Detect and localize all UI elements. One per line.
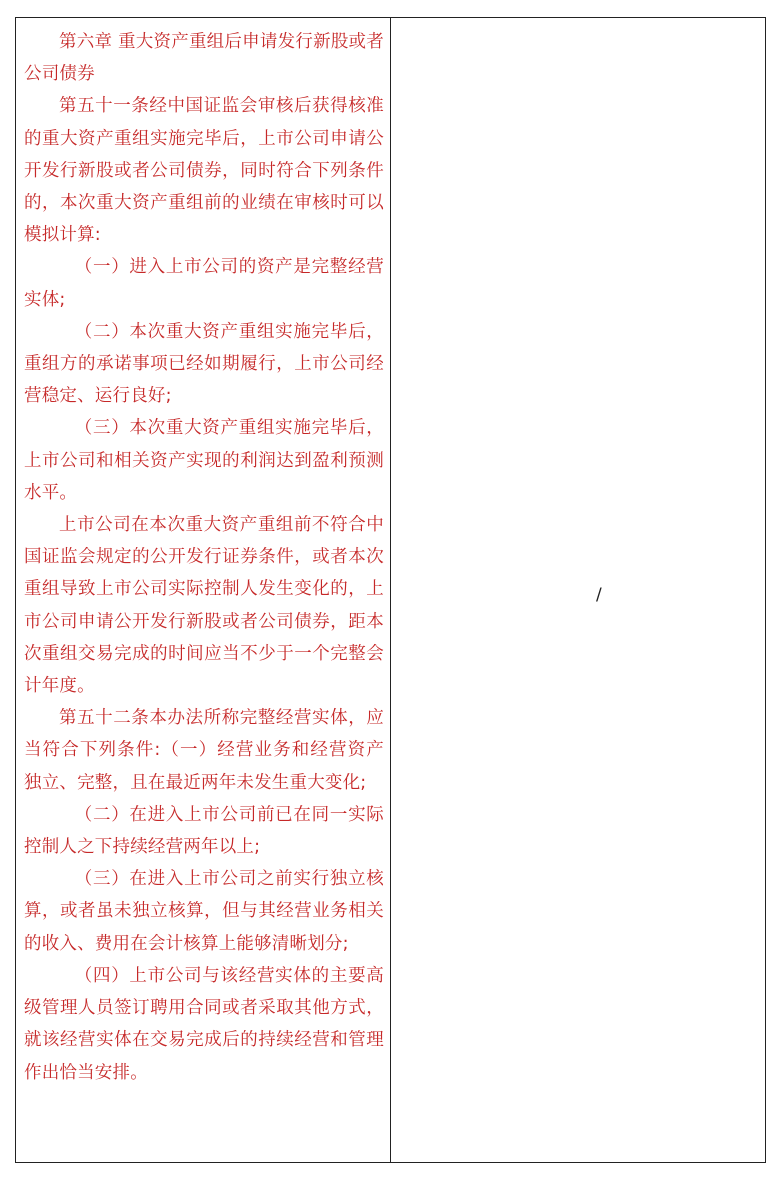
article-51: 第五十一条经中国证监会审核后获得核准的重大资产重组实施完毕后，上市公司申请公开发行新股或者公司债券，同时符合下列条件的，本次重大资产重组前的业绩在审核时可以模拟计算: [24, 96, 384, 246]
empty-slash-mark: / [596, 585, 602, 605]
left-column-cell [16, 18, 391, 1162]
article-51-supplement: 上市公司在本次重大资产重组前不符合中国证监会规定的公开发行证券条件，或者本次重组导致上市公司实际控制人发生变化的，上市公司申请公开发行新股或者公司债券，距本次重组交易完成的时间应当不少于一个完整会计年度。 [24, 515, 384, 697]
chapter-heading: 第六章 重大资产重组后申请发行新股或者公司债券 [24, 32, 384, 85]
comparison-table [15, 17, 766, 1163]
article-51-item-1: （一）进入上市公司的资产是完整经营实体; [24, 257, 384, 310]
right-column-cell [391, 18, 765, 1162]
article-52-item-3: （三）在进入上市公司之前实行独立核算，或者虽未独立核算，但与其经营业务相关的收入、费用在会计核算上能够清晰划分; [24, 869, 384, 954]
article-51-item-3: （三）本次重大资产重组实施完毕后，上市公司和相关资产实现的利润达到盈利预测水平。 [24, 418, 384, 503]
article-52-item-2: （二）在进入上市公司前已在同一实际控制人之下持续经营两年以上; [24, 804, 384, 858]
article-52: 第五十二条本办法所称完整经营实体，应当符合下列条件:（一）经营业务和经营资产独立、完整，且在最近两年未发生重大变化; [24, 708, 384, 793]
article-51-item-2: （二）本次重大资产重组实施完毕后，重组方的承诺事项已经如期履行，上市公司经营稳定、运行良好; [24, 321, 384, 407]
article-52-item-4: （四）上市公司与该经营实体的主要高级管理人员签订聘用合同或者采取其他方式，就该经营实体在交易完成后的持续经营和管理作出恰当安排。 [24, 965, 384, 1083]
